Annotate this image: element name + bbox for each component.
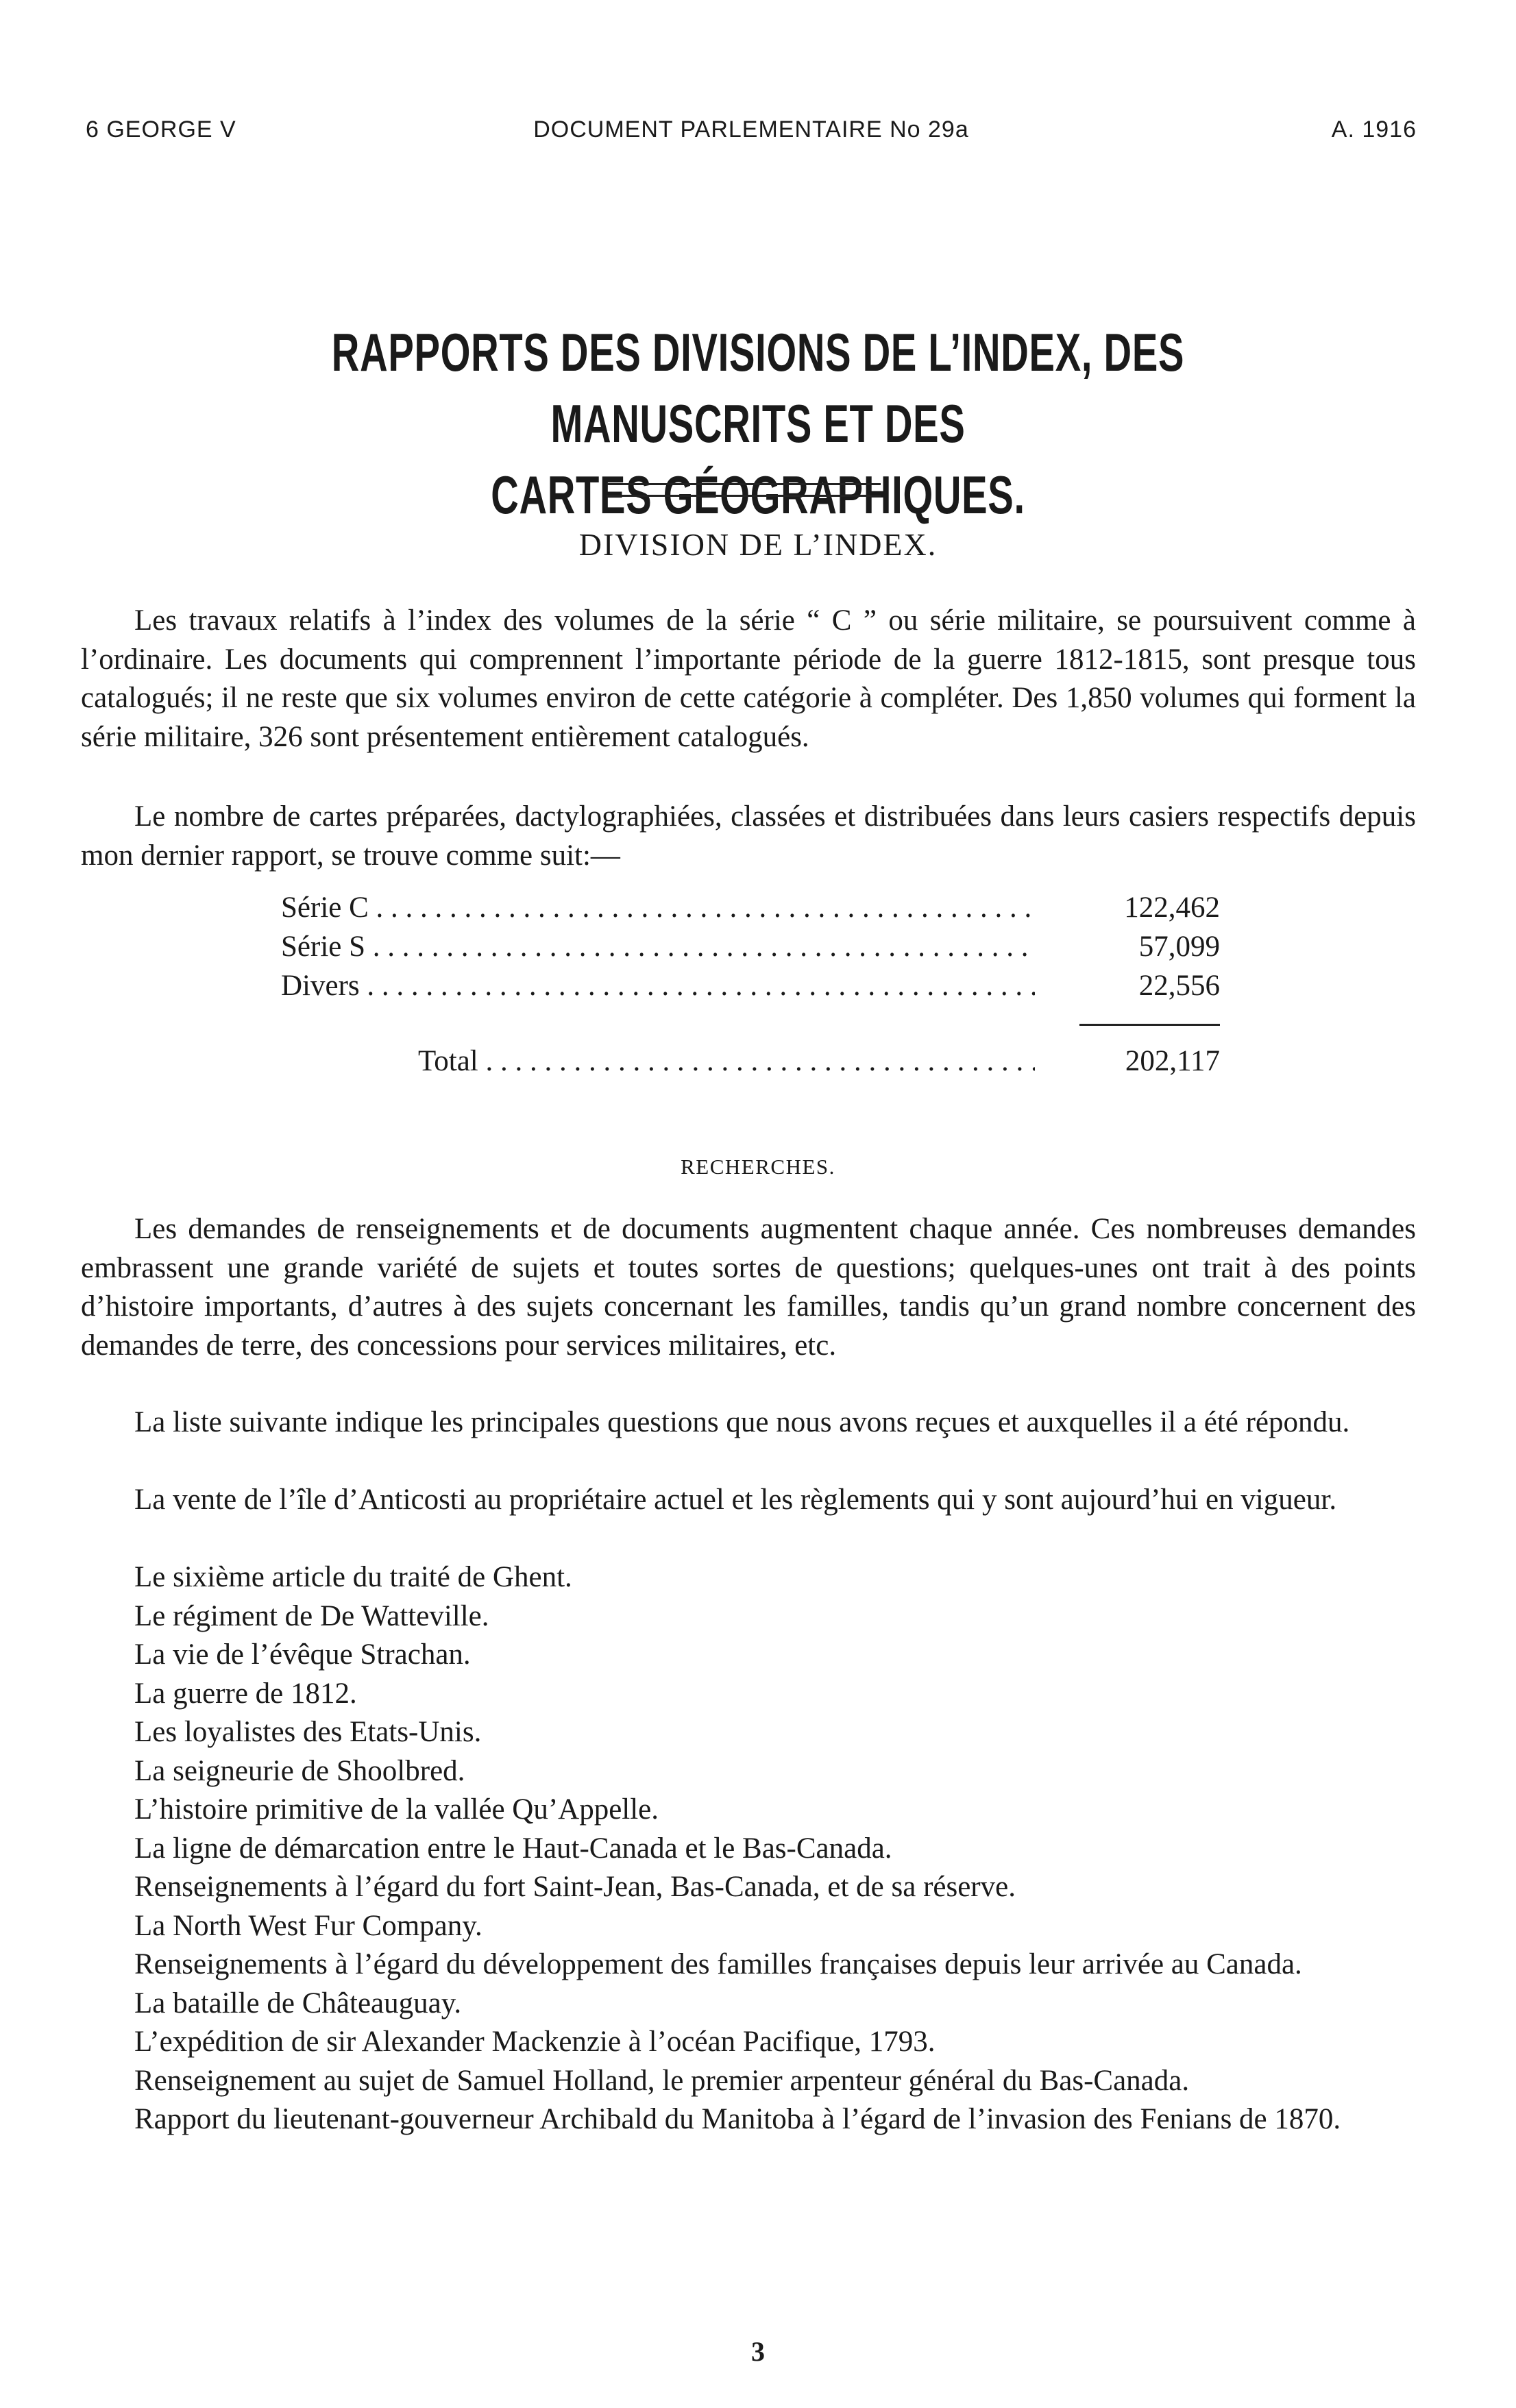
double-rule-divider bbox=[607, 483, 881, 497]
list-item: Rapport du lieutenant-gouverneur Archibald du Manitoba à l’égard de l’invasion des Fenians de 1870. bbox=[134, 2103, 1341, 2135]
list-item: Renseignements à l’égard du fort Saint-Jean, Bas-Canada, et de sa réserve. bbox=[134, 1871, 1016, 1903]
main-title-line-2: CARTES GÉOGRAPHIQUES. bbox=[491, 465, 1025, 525]
list-item: L’histoire primitive de la vallée Qu’Appelle. bbox=[134, 1793, 659, 1826]
count-value: 122,462 bbox=[1124, 892, 1220, 924]
subheading-recherches: RECHERCHES. bbox=[681, 1155, 835, 1179]
count-row bbox=[281, 969, 1220, 1008]
total-value: 202,117 bbox=[1125, 1045, 1220, 1077]
count-label: Divers . . . bbox=[281, 969, 1035, 1003]
list-item: La vie de l’évêque Strachan. bbox=[134, 1638, 471, 1671]
total-row bbox=[418, 1044, 1220, 1083]
questions-list bbox=[81, 1558, 1416, 2139]
section-title: DIVISION DE L’INDEX. bbox=[578, 527, 938, 562]
list-item: Le régiment de De Watteville. bbox=[134, 1599, 489, 1632]
header-document-number: DOCUMENT PARLEMENTAIRE No 29a bbox=[533, 116, 969, 143]
count-value: 57,099 bbox=[1138, 931, 1220, 963]
count-label: Série S . . . bbox=[281, 930, 1035, 963]
count-row bbox=[281, 930, 1220, 969]
page-number: 3 bbox=[751, 2336, 765, 2367]
running-header bbox=[86, 116, 1417, 151]
list-item: La bataille de Châteauguay. bbox=[134, 1987, 462, 2019]
list-item: Renseignement au sujet de Samuel Holland, le premier arpenteur général du Bas-Canada. bbox=[134, 2064, 1190, 2097]
list-item: Le sixième article du traité de Ghent. bbox=[134, 1561, 572, 1593]
count-row bbox=[281, 891, 1220, 930]
header-year: A. 1916 bbox=[1331, 116, 1417, 143]
paragraph-cards-count: Le nombre de cartes préparées, dactylographiées, classées et distribuées dans leurs casiers respectifs depuis mon dernier rapport, se trouve comme suit:— bbox=[81, 800, 1416, 872]
cards-count-table bbox=[281, 891, 1220, 1008]
list-item: La ligne de démarcation entre le Haut-Canada et le Bas-Canada. bbox=[134, 1832, 892, 1865]
list-item: La North West Fur Company. bbox=[134, 1909, 482, 1942]
list-item: La guerre de 1812. bbox=[134, 1677, 357, 1710]
paragraph-list-intro: La liste suivante indique les principales questions que nous avons reçues et auxquelles il a été répondu. bbox=[134, 1406, 1350, 1438]
paragraph-anticosti: La vente de l’île d’Anticosti au propriétaire actuel et les règlements qui y sont aujourd’hui en vigueur. bbox=[134, 1484, 1337, 1516]
list-item: Renseignements à l’égard du développement des familles françaises depuis leur arrivée au Canada. bbox=[134, 1948, 1302, 1980]
total-rule bbox=[1079, 1024, 1220, 1026]
main-title-line-1: RAPPORTS DES DIVISIONS DE L’INDEX, DES MANUSCRITS ET DES bbox=[331, 322, 1185, 454]
paragraph-index-work: Les travaux relatifs à l’index des volumes de la série “ C ” ou série militaire, se poursuivent comme à l’ordinaire. Les documents qui comprennent l’importante période de la guerre 1812-1815, sont presque tous catalogués; il ne reste que six volumes environ de cette catégorie à compléter. Des 1,850 volumes qui forment la série militaire, 326 sont présentement entièrement catalogués. bbox=[81, 604, 1416, 753]
header-session: 6 GEORGE V bbox=[86, 116, 236, 143]
list-item: L’expédition de sir Alexander Mackenzie à l’océan Pacifique, 1793. bbox=[134, 2026, 936, 2058]
paragraph-requests: Les demandes de renseignements et de documents augmentent chaque année. Ces nombreuses demandes embrassent une grande variété de sujets et toutes sortes de questions; quelques-unes ont trait à des points d’histoire importants, d’autres à des sujets concernant les familles, tandis qu’un grand nombre concernent des demandes de terre, des concessions pour services militaires, etc. bbox=[81, 1213, 1416, 1362]
count-label: Série C . . . bbox=[281, 891, 1035, 924]
list-item: La seigneurie de Shoolbred. bbox=[134, 1754, 465, 1787]
list-item: Les loyalistes des Etats-Unis. bbox=[134, 1716, 482, 1748]
count-value: 22,556 bbox=[1138, 970, 1220, 1002]
total-label: Total . . . bbox=[418, 1044, 1035, 1078]
main-title bbox=[311, 317, 1206, 530]
